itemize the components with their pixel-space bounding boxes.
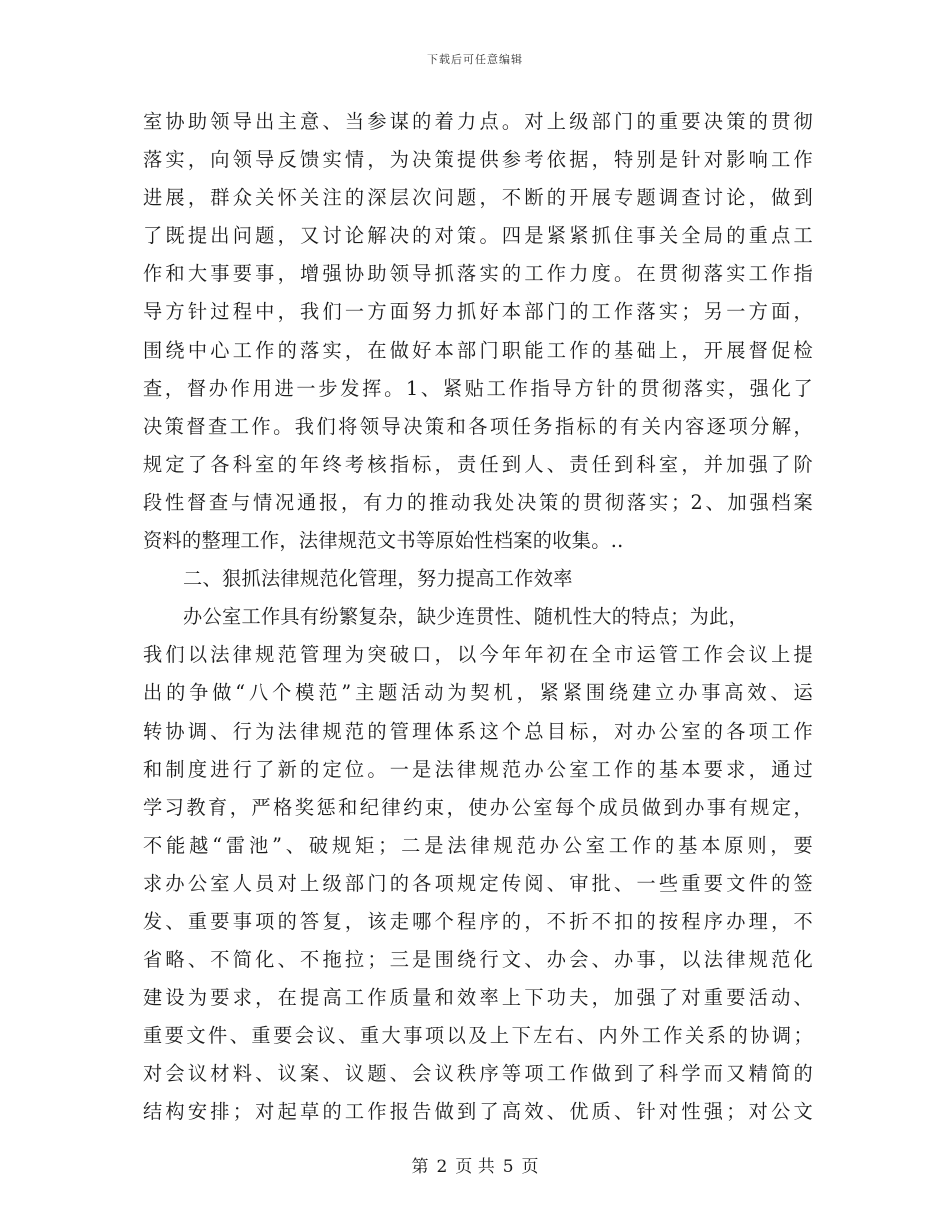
page-prefix: 第: [411, 1157, 429, 1177]
body-line: 进展，群众关怀关注的深层次问题，不断的开展专题调查讨论，做到: [143, 186, 813, 210]
body-line: 学习教育，严格奖惩和纪律约束，使办公室每个成员做到办事有规定，: [143, 795, 813, 819]
body-line: 和制度进行了新的定位。一是法律规范办公室工作的基本要求，通过: [143, 757, 813, 781]
body-line: 室协助领导出主意、当参谋的着力点。对上级部门的重要决策的贯彻: [143, 110, 813, 133]
document-body: [143, 103, 813, 1132]
body-line: 求办公室人员对上级部门的各项规定传阅、审批、一些重要文件的签: [143, 871, 813, 895]
page-suffix: 页: [521, 1157, 539, 1177]
body-line: 不能越“雷池”、破规矩；二是法律规范办公室工作的基本原则，要: [143, 833, 813, 857]
body-line: 作和大事要事，增强协助领导抓落实的工作力度。在贯彻落实工作指: [143, 262, 813, 286]
body-line: 导方针过程中，我们一方面努力抓好本部门的工作落实；另一方面，: [143, 300, 813, 324]
body-line: 转协调、行为法律规范的管理体系这个总目标，对办公室的各项工作: [143, 719, 813, 743]
body-line: 段性督查与情况通报，有力的推动我处决策的贯彻落实；2、加强档案: [143, 490, 813, 514]
page-footer: [0, 1157, 950, 1177]
body-line: 办公室工作具有纷繁复杂，缺少连贯性、随机性大的特点；为此，: [183, 605, 749, 629]
body-line: 查，督办作用进一步发挥。1、紧贴工作指导方针的贯彻落实，强化了: [143, 376, 813, 400]
body-line: 决策督查工作。我们将领导决策和各项任务指标的有关内容逐项分解，: [143, 414, 813, 438]
page-header: 下载后可任意编辑: [427, 53, 523, 66]
body-line: 我们以法律规范管理为突破口，以今年年初在全市运管工作会议上提: [143, 643, 813, 667]
body-line: 发、重要事项的答复，该走哪个程序的，不折不扣的按程序办理，不: [143, 909, 813, 933]
section-heading: 二、狠抓法律规范化管理，努力提高工作效率: [183, 567, 573, 591]
page-current: 2: [436, 1157, 448, 1177]
page-total: 5: [502, 1157, 514, 1177]
body-line: 重要文件、重要会议、重大事项以及上下左右、内外工作关系的协调；: [143, 1024, 813, 1048]
body-line: 了既提出问题，又讨论解决的对策。四是紧紧抓住事关全局的重点工: [143, 224, 813, 248]
body-line: 对会议材料、议案、议题、会议秩序等项工作做到了科学而又精简的: [143, 1062, 813, 1086]
body-line: 围绕中心工作的落实，在做好本部门职能工作的基础上，开展督促检: [143, 338, 813, 362]
body-line: 结构安排；对起草的工作报告做到了高效、优质、针对性强；对公文: [143, 1100, 813, 1124]
body-line: 省略、不简化、不拖拉；三是围绕行文、办会、办事，以法律规范化: [143, 948, 813, 972]
body-line: 落实，向领导反馈实情，为决策提供参考依据，特别是针对影响工作: [143, 148, 813, 172]
body-line: 资料的整理工作，法律规范文书等原始性档案的收集。..: [143, 529, 624, 553]
page-middle: 页 共: [455, 1157, 495, 1177]
body-line: 建设为要求，在提高工作质量和效率上下功夫，加强了对重要活动、: [143, 986, 813, 1010]
body-line: 规定了各科室的年终考核指标，责任到人、责任到科室，并加强了阶: [143, 452, 813, 476]
body-line: 出的争做“八个模范”主题活动为契机，紧紧围绕建立办事高效、运: [143, 681, 813, 705]
